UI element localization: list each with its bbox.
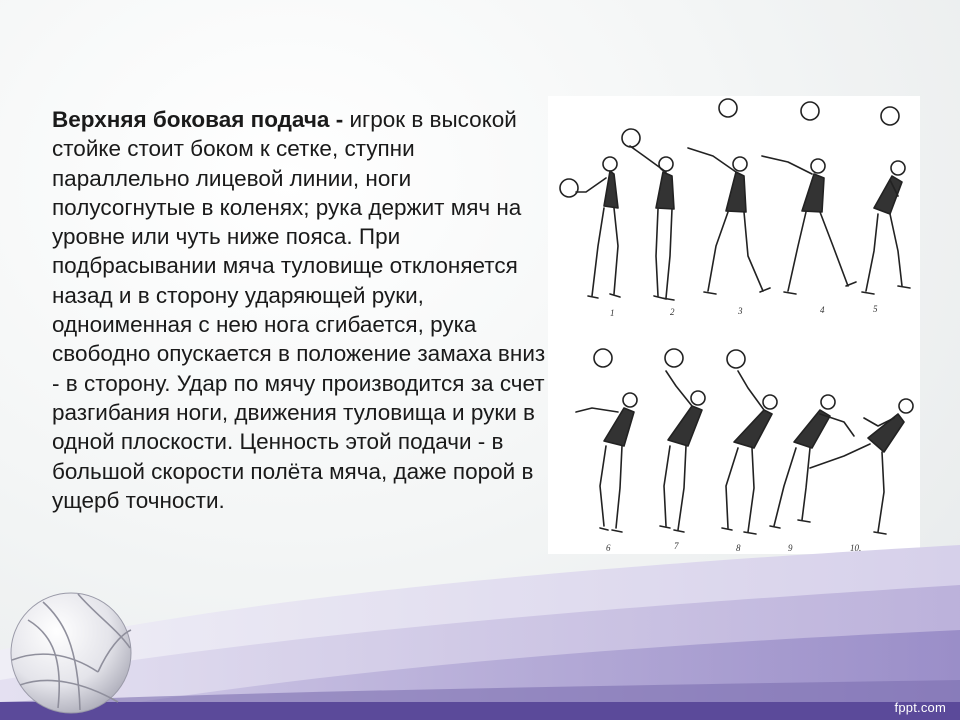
player-figure-6 (576, 393, 637, 532)
figure-label-8: 8 (736, 543, 741, 553)
ball-icon (665, 349, 683, 367)
figure-label-4: 4 (820, 305, 825, 315)
player-figure-8 (722, 371, 777, 534)
figure-label-10: 10. (850, 543, 862, 553)
ball-icon (719, 99, 737, 117)
player-figure-3 (688, 148, 770, 294)
figure-label-5: 5 (873, 304, 878, 314)
figure-label-2: 2 (670, 307, 675, 317)
ball-icon (801, 102, 819, 120)
figure-label-9: 9 (788, 543, 793, 553)
body-text: игрок в высокой стойке стоит боком к сетке, ступни параллельно лицевой линии, ноги полусогнутые в коленях; рука держит мяч на уровне или чуть ниже пояса. При подбрасывании мяча туловище отклоняется назад и в сторону ударяющей руки, одноименная с нею нога сгибается, рука свободно опускается в положение замаха вниз - в сторону. Удар по мячу производится за счет разгибания ноги, движения туловища и руки в одной плоскости. Ценность этой подачи - в большой скорости полёта мяча, даже порой в ущерб точности. (52, 107, 546, 513)
serve-sequence-illustration (548, 96, 920, 554)
ball-icon (560, 179, 578, 197)
player-figure-1 (576, 157, 620, 298)
figure-label-7: 7 (674, 541, 679, 551)
ball-icon (594, 349, 612, 367)
volleyball-icon (8, 590, 134, 716)
body-text-block (52, 105, 552, 515)
player-figure-2 (630, 146, 674, 300)
figure-label-3: 3 (738, 306, 743, 316)
footer-brand: fppt.com (894, 700, 946, 715)
player-figure-5 (862, 161, 910, 294)
figure-label-1: 1 (610, 308, 615, 318)
heading-bold-text: Верхняя боковая подача - (52, 107, 344, 132)
ball-icon (881, 107, 899, 125)
figure-label-6: 6 (606, 543, 611, 553)
decorative-waves (0, 540, 960, 720)
player-figure-4 (762, 156, 856, 294)
player-figure-7 (660, 371, 705, 532)
ball-icon (727, 350, 745, 368)
player-figure-9 (770, 395, 854, 528)
ball-icon (622, 129, 640, 147)
